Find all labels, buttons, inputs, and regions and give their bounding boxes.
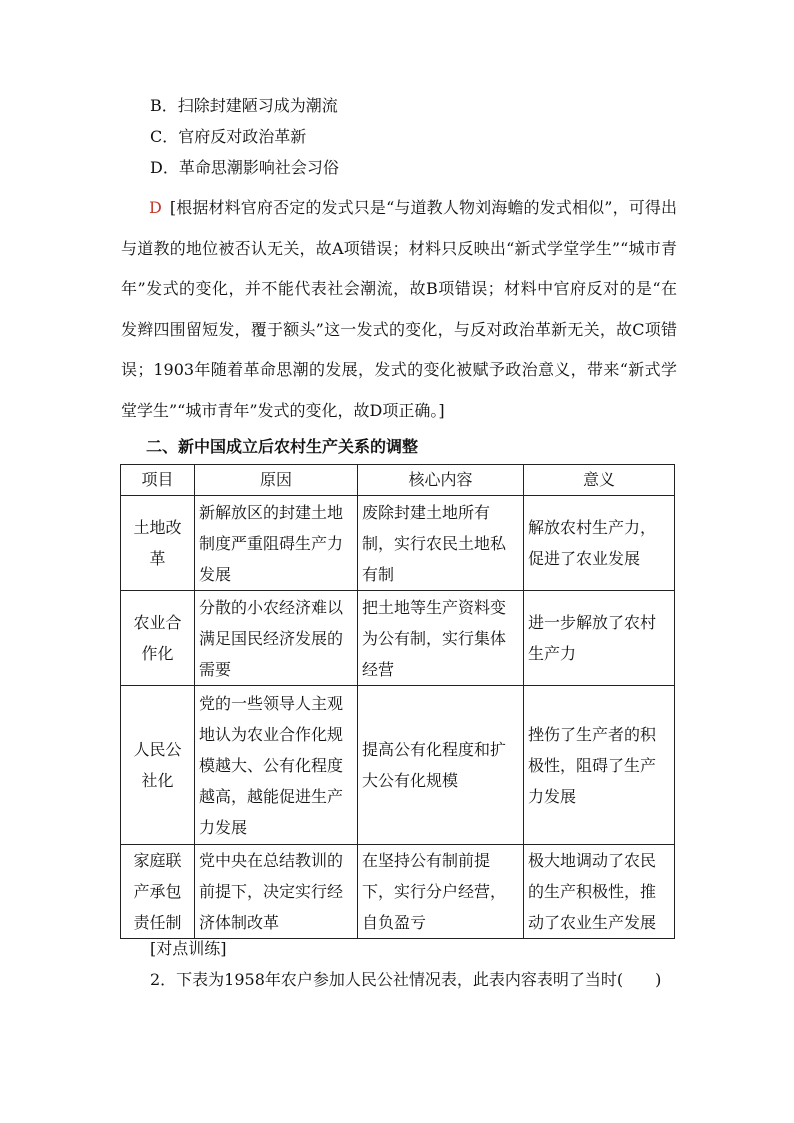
cell-item: 家庭联产承包责任制 (121, 845, 195, 939)
cell-significance: 挫伤了生产者的积极性，阻碍了生产力发展 (524, 686, 675, 845)
cell-significance: 极大地调动了农民的生产积极性，推动了农业生产发展 (524, 845, 675, 939)
option-d: D．革命思潮影响社会习俗 (150, 158, 339, 177)
header-content: 核心内容 (358, 465, 524, 496)
answer-explanation-block (121, 188, 677, 431)
reform-table (120, 464, 675, 939)
header-significance: 意义 (524, 465, 675, 496)
cell-reason: 新解放区的封建土地制度严重阻碍生产力发展 (195, 496, 358, 591)
question-text: 2．下表为1958年农户参加人民公社情况表，此表内容表明了当时( ) (150, 970, 662, 989)
cell-content: 废除封建土地所有制，实行农民土地私有制 (358, 496, 524, 591)
option-b: B．扫除封建陋习成为潮流 (150, 96, 338, 115)
header-item: 项目 (121, 465, 195, 496)
cell-content: 提高公有化程度和扩大公有化规模 (358, 686, 524, 845)
cell-reason: 党中央在总结教训的前提下，决定实行经济体制改革 (195, 845, 358, 939)
cell-significance: 解放农村生产力，促进了农业发展 (524, 496, 675, 591)
practice-label: [对点训练] (150, 939, 227, 958)
table-row (121, 686, 675, 845)
cell-item: 人民公社化 (121, 686, 195, 845)
table-header-row (121, 465, 675, 496)
table-row (121, 591, 675, 686)
cell-item: 农业合作化 (121, 591, 195, 686)
cell-content: 在坚持公有制前提下，实行分户经营，自负盈亏 (358, 845, 524, 939)
table-row (121, 496, 675, 591)
header-reason: 原因 (195, 465, 358, 496)
cell-reason: 分散的小农经济难以满足国民经济发展的需要 (195, 591, 358, 686)
cell-significance: 进一步解放了农村生产力 (524, 591, 675, 686)
option-c: C．官府反对政治革新 (150, 127, 307, 146)
answer-explanation: [根据材料官府否定的发式只是“与道教人物刘海蟾的发式相似”，可得出与道教的地位被否认无关，故A项错误；材料只反映出“新式学堂学生”“城市青年”发式的变化，并不能代表社会潮流，故B项错误；材料中官府反对的是“在发辫四围留短发，覆于额头”这一发式的变化，与反对政治革新无关，故C项错误；1903年随着革命思潮的发展，发式的变化被赋予政治意义，带来“新式学堂学生”“城市青年”发式的变化，故D项正确。] (121, 198, 677, 420)
answer-letter: D (149, 198, 162, 217)
cell-reason: 党的一些领导人主观地认为农业合作化规模越大、公有化程度越高，越能促进生产力发展 (195, 686, 358, 845)
table-row (121, 845, 675, 939)
cell-content: 把土地等生产资料变为公有制，实行集体经营 (358, 591, 524, 686)
section-heading: 二、新中国成立后农村生产关系的调整 (146, 437, 419, 456)
cell-item: 土地改革 (121, 496, 195, 591)
